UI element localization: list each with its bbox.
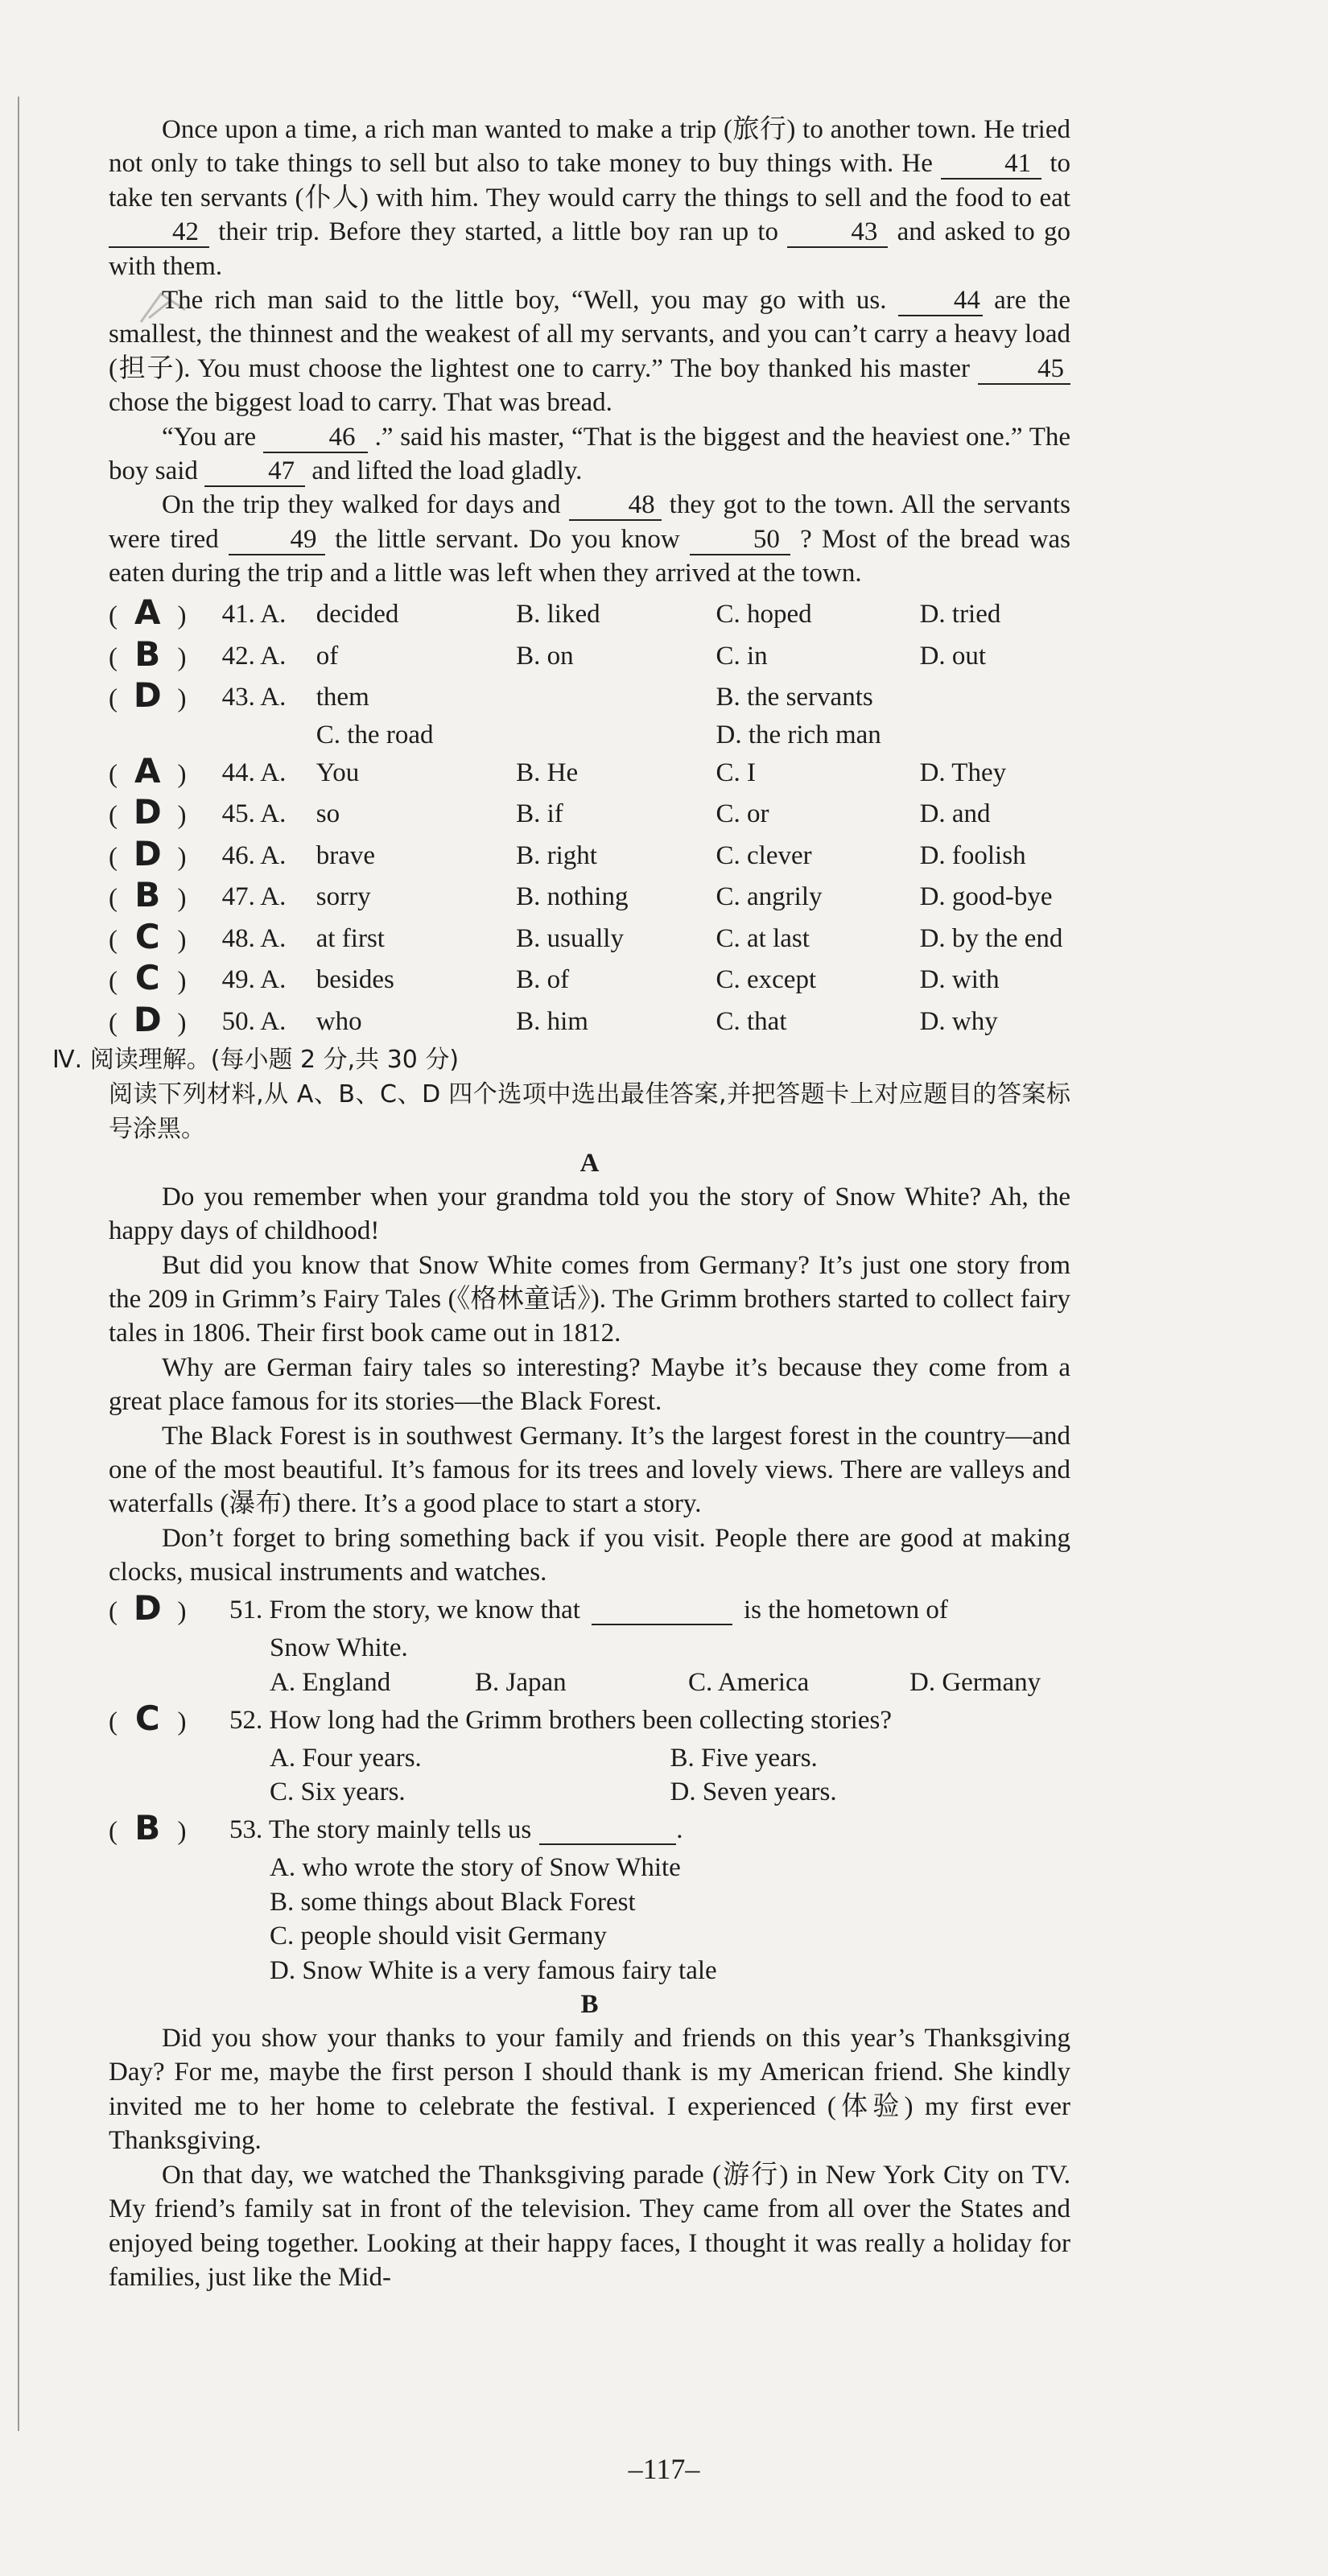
question-49: ( C ) 49. A. besides B. of C. except D. with [109, 958, 1000, 998]
question-47: ( B ) 47. A. sorry B. nothing C. angrily D. good-bye [109, 875, 1053, 915]
answer-mark[interactable]: C [134, 916, 160, 956]
question-53: ( B ) 53. The story mainly tells us . A. who wrote the story of Snow White B. some things about Black Forest C. people should visit Germany D. Snow White is a very famous fairy tale [109, 1808, 717, 1985]
question-43: ( D ) 43. A. them B. the servants [109, 675, 873, 716]
blank-45[interactable]: 45 [978, 354, 1070, 385]
passage-a-paragraph-2: But did you know that Snow White comes from Germany? It’s just one story from the 209 in Grimm’s Fairy Tales (《格林童话》). The Grimm brothers started to collect fairy tales in 1806. Their first book came out in 1812. [109, 1250, 1070, 1348]
answer-mark[interactable]: D [133, 999, 162, 1039]
passage-a-heading: A [579, 1148, 600, 1178]
blank-49[interactable]: 49 [229, 525, 325, 555]
question-44: ( A ) 44. A. You B. He C. I D. They [109, 750, 1007, 791]
blank-47[interactable]: 47 [204, 456, 305, 487]
passage-b-heading: B [580, 1990, 599, 2020]
blank-44[interactable]: 44 [898, 286, 983, 316]
cloze-paragraph-2: The rich man said to the little boy, “Well, you may go with us. 44 are the smallest, the thinnest and the weakest of all my servants, and you can’t carry a heavy load (担子). You must choose the lightest one to carry.” The boy thanked his master 45 chose the biggest load to carry. That was bread. [109, 286, 1071, 418]
question-50: ( D ) 50. A. who B. him C. that D. why [109, 999, 998, 1039]
cloze-questions [109, 594, 1070, 1042]
cloze-paragraph-3: “You are 46 .” said his master, “That is the biggest and the heaviest one.” The boy said 47 and lifted the load gladly. [109, 422, 1070, 486]
passage-b-paragraph-2: On that day, we watched the Thanksgiving parade (游行) in New York City on TV. My friend’s family sat in front of the television. They came from all over the States and enjoyed being together. Looking at their happy faces, I thought it was really a holiday for families, just like the Mid- [109, 2160, 1070, 2292]
blank-51[interactable] [592, 1595, 732, 1625]
cloze-paragraph-4: On the trip they walked for days and 48 they got to the town. All the servants were tired 49 the little servant. Do you know 50 ? Most of the bread was eaten during the trip and a little was left when they arrived at the town. [109, 490, 1071, 588]
passage-a-paragraph-1: Do you remember when your grandma told you the story of Snow White? Ah, the happy days of childhood! [109, 1182, 1070, 1246]
section-4-title: Ⅳ. 阅读理解。(每小题 2 分,共 30 分) [52, 1045, 460, 1074]
answer-mark[interactable]: D [133, 1588, 162, 1629]
passage-a-paragraph-5: Don’t forget to bring something back if you visit. People there are good at making clocks, musical instruments and watches. [109, 1523, 1070, 1587]
answer-mark[interactable]: C [134, 1698, 160, 1738]
passage-a-paragraph-4: The Black Forest is in southwest Germany. It’s the largest forest in the country—and one of the most beautiful. It’s famous for its trees and lovely views. There are valleys and waterfalls (瀑布) there. It’s a good place to start a story. [109, 1421, 1070, 1519]
answer-mark[interactable]: D [133, 792, 162, 832]
answer-mark[interactable]: D [133, 675, 162, 716]
question-48: ( C ) 48. A. at first B. usually C. at last D. by the end [109, 916, 1063, 956]
question-51: ( D ) 51. From the story, we know that is the hometown of Snow White. A. England B. Japan C. America D. Germany [109, 1588, 1041, 1697]
passage-a-paragraph-3: Why are German fairy tales so interesting? Maybe it’s because they come from a great place famous for its stories—the Black Forest. [109, 1352, 1070, 1417]
answer-mark[interactable]: A [134, 592, 161, 633]
answer-mark[interactable]: B [134, 1808, 161, 1848]
content [52, 113, 1071, 2294]
blank-53[interactable] [539, 1814, 676, 1845]
answer-mark[interactable]: B [134, 875, 161, 915]
answer-mark[interactable]: A [134, 750, 161, 791]
question-42: ( B ) 42. A. of B. on C. in D. out [109, 634, 987, 674]
page-number: –117– [628, 2453, 700, 2485]
answer-mark[interactable]: C [134, 958, 160, 998]
blank-50[interactable]: 50 [690, 525, 790, 555]
answer-mark[interactable]: B [134, 634, 161, 674]
cloze-paragraph-1: Once upon a time, a rich man wanted to make a trip (旅行) to another town. He tried not only to take things to sell but also to take money to buy things with. He 41 to take ten servants (仆人) with him. They would carry the things to sell and the food to eat 42 their trip. Before they started, a little boy ran up to 43 and asked to go with them. [109, 115, 1070, 281]
margin-line [18, 97, 19, 2431]
question-41: ( A ) 41. A. decided B. liked C. hoped D. tried [109, 592, 1001, 633]
passage-b-paragraph-1: Did you show your thanks to your family and friends on this year’s Thanksgiving Day? For me, maybe the first person I should thank is my American friend. She kindly invited me to her home to celebrate the festival. I experienced (体验) my first ever Thanksgiving. [109, 2024, 1070, 2156]
blank-43[interactable]: 43 [787, 217, 888, 248]
blank-42[interactable]: 42 [109, 217, 209, 248]
answer-mark[interactable]: D [133, 833, 162, 873]
blank-41[interactable]: 41 [941, 149, 1041, 180]
blank-46[interactable]: 46 [263, 423, 368, 453]
question-52: ( C ) 52. How long had the Grimm brothers been collecting stories? A. Four years. B. Five years. C. Six years. D. Seven years. [109, 1698, 892, 1807]
blank-48[interactable]: 48 [569, 490, 662, 521]
question-46: ( D ) 46. A. brave B. right C. clever D. foolish [109, 833, 1026, 873]
question-45: ( D ) 45. A. so B. if C. or D. and [109, 792, 991, 832]
section-4-instruction: 阅读下列材料,从 A、B、C、D 四个选项中选出最佳答案,并把答题卡上对应题目的答案标号涂黑。 [109, 1080, 1070, 1143]
question-43-row-2: C. the road D. the rich man [316, 720, 881, 749]
